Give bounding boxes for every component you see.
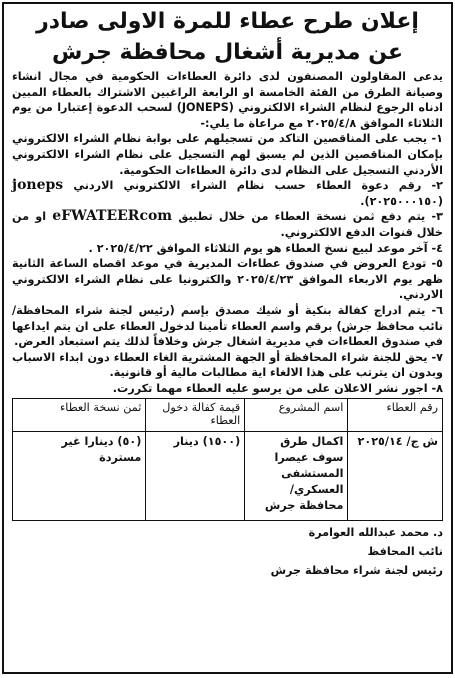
condition-7: ٧- يحق للجنة شراء المحافظة أو الجهة المشترية الغاء العطاء دون ابداء الاسباب وبدون ان يترتب على هذا الالغاء اية مطالبات مالية أو قانونية. — [12, 350, 443, 380]
cell-bond-value: (١٥٠٠) دينار — [146, 432, 245, 521]
signatory-committee: رئيس لجنة شراء محافظة جرش — [270, 564, 443, 578]
header-copy-price: ثمن نسخة العطاء — [13, 399, 146, 432]
condition-3-app-name: eFWATEERcom — [52, 208, 173, 225]
signatory-name: د. محمد عبدالله العوامرة — [308, 526, 443, 540]
condition-3-text-b: او من خلال قنوات الدفع الالكتروني. — [12, 210, 443, 239]
header-project-name: اسم المشروع — [245, 399, 348, 432]
header-bond-value: قيمة كفالة دخول العطاء — [146, 399, 245, 432]
condition-2-text-a: ٢- رقم دعوة العطاء حسب نظام الشراء الالكتروني الاردني — [63, 179, 443, 193]
condition-8: ٨- اجور نشر الاعلان على من يرسو عليه العطاء مهما تكررت. — [112, 381, 443, 395]
tender-table — [12, 398, 443, 521]
table-row — [13, 432, 443, 521]
condition-6: ٦- يتم ادراج كفالة بنكية أو شيك مصدق بإسم (رئيس لجنة شراء المحافظة/ نائب محافظ جرش) برقم واسم العطاء تأمينا لدخول العطاء على ان يتم ايداعها في صندوق العطاءات في مديرية اشغال جرش وخلافاً لذلك يتم استبعاد العرض. — [12, 303, 443, 349]
header-tender-number: رقم العطاء — [348, 399, 443, 432]
cell-project-name: اكمال طرق سوف عيصرا المستشفى العسكري/ محافظة جرش — [245, 432, 348, 521]
condition-5: ٥- تودع العروض في صندوق عطاءات المديرية في موعد اقصاه الساعة الثانية ظهر يوم الاربعاء الموافق ٢٠٢٥/٤/٢٣ والكترونيا على نظام الشراء الالكتروني الاردني. — [12, 257, 443, 302]
announcement-body — [12, 69, 443, 396]
condition-3 — [12, 209, 443, 240]
announcement-title-line2: عن مديرية أشغال محافظة جرش — [51, 40, 404, 65]
intro-paragraph — [12, 69, 443, 131]
cell-tender-number: ش ج/ ٢٠٢٥/١٤ — [348, 432, 443, 521]
intro-text-b: لسحب الدعوة إعتبارا من يوم الثلاثاء الموافق ٢٠٢٥/٤/٨ مع مراعاة ما يلي:- — [12, 101, 443, 130]
condition-4: ٤- آخر موعد لبيع نسخ العطاء هو يوم الثلاثاء الموافق ٢٠٢٥/٤/٢٢ . — [88, 241, 443, 255]
signature-block — [12, 523, 443, 580]
signatory-role: نائب المحافظ — [367, 545, 443, 559]
tender-announcement — [2, 2, 453, 674]
intro-text-a: يدعى المقاولون المصنفون لدى دائرة العطاءات الحكومية في مجال انشاء وصيانة الطرق من الفئة الخامسة او الرابعة الراغبين الاشتراك بالعطاء المبين ادناه الرجوع لنظام الشراء الالكتروني — [12, 70, 443, 115]
condition-2-system-name: joneps — [12, 177, 64, 194]
announcement-title-line1: إعلان طرح عطاء للمرة الاولى صادر — [36, 9, 419, 34]
cell-copy-price: (٥٠) دينارا غير مستردة — [13, 432, 146, 521]
condition-2 — [12, 178, 443, 209]
condition-2-text-b: (٢٠٢٥٠٠٠١٥٠). — [360, 194, 443, 208]
intro-system-name: (JONEPS) — [176, 101, 234, 115]
condition-1: ١- يجب على المناقصين التاكد من تسجيلهم على بوابة نظام الشراء الالكتروني بإمكان المناقصين الذين لم يسبق لهم التسجيل على نظام الشراء الالكتروني الأردني التسجيل على النظام لدى دائرة العطاءات الحكومية. — [12, 132, 443, 177]
condition-3-text-a: ٣- يتم دفع ثمن نسخة العطاء من خلال تطبيق — [172, 210, 443, 224]
tender-table-header-row — [13, 399, 443, 432]
